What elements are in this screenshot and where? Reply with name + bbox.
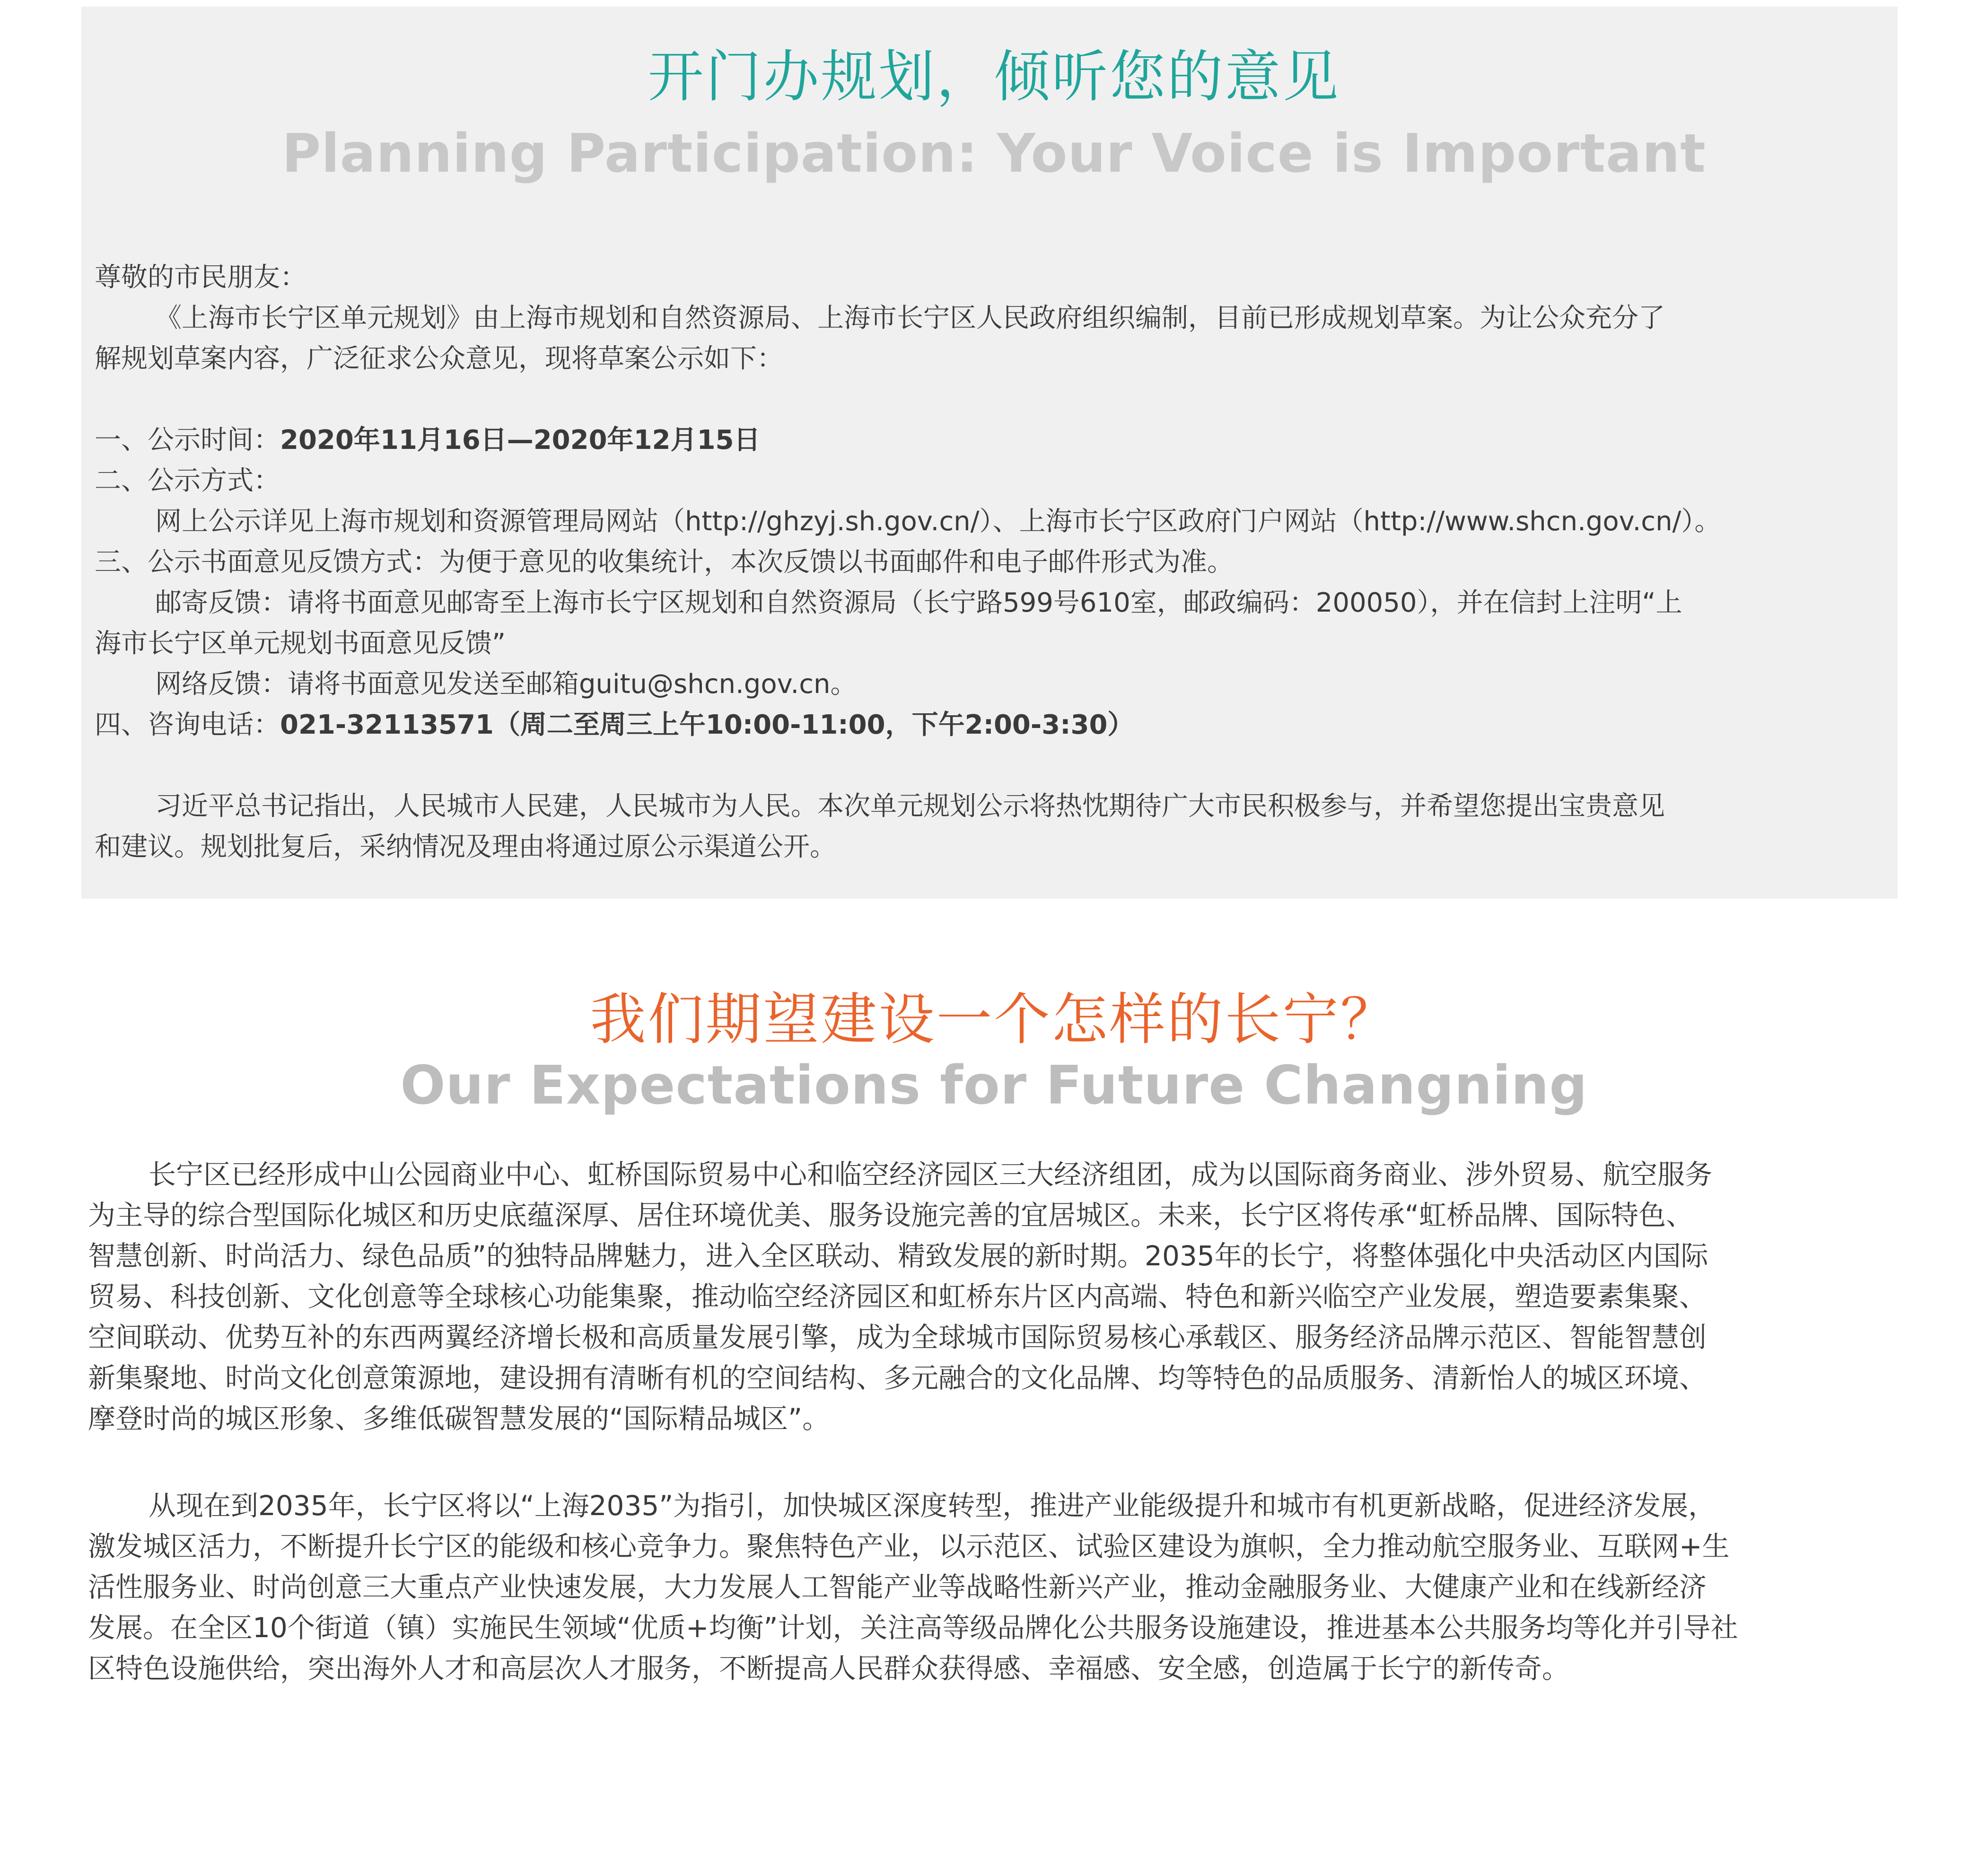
paragraph-line: 贸易、科技创新、文化创意等全球核心功能集聚，推动临空经济园区和虹桥东片区内高端、特色和新兴临空产业发展，塑造要素集聚、 <box>88 1280 1707 1313</box>
spacer <box>95 379 1906 420</box>
method-label: 二、公示方式： <box>95 465 280 496</box>
paragraph-line: 激发城区活力，不断提升长宁区的能级和核心竞争力。聚焦特色产业，以示范区、试验区建设为旗帜，全力推动航空服务业、互联网+生 <box>88 1530 1730 1562</box>
greeting: 尊敬的市民朋友： <box>95 262 307 293</box>
paragraph-line: 新集聚地、时尚文化创意策源地，建设拥有清晰有机的空间结构、多元融合的文化品牌、均等特色的品质服务、清新怡人的城区环境、 <box>88 1362 1707 1394</box>
paragraph-line: 为主导的综合型国际化城区和历史底蕴深厚、居住环境优美、服务设施完善的宜居城区。未来，长宁区将传承“虹桥品牌、国际特色、 <box>88 1199 1694 1231</box>
phone-line <box>95 705 1906 745</box>
time-value: 2020年11月16日—2020年12月15日 <box>280 425 761 456</box>
method-detail: 网上公示详见上海市规划和资源管理局网站（http://ghzyj.sh.gov.cn/）、上海市长宁区政府门户网站（http://www.shcn.gov.cn/）。 <box>155 506 1721 537</box>
feedback-label: 三、公示书面意见反馈方式：为便于意见的收集统计，本次反馈以书面邮件和电子邮件形式为准。 <box>95 547 1234 578</box>
notice-body <box>95 257 1906 868</box>
intro-line-1: 《上海市长宁区单元规划》由上海市规划和自然资源局、上海市长宁区人民政府组织编制，目前已形成规划草案。为让公众充分了 <box>155 303 1665 333</box>
time-label: 一、公示时间： <box>95 425 280 456</box>
closing-line-2: 和建议。规划批复后，采纳情况及理由将通过原公示渠道公开。 <box>95 832 836 862</box>
email-line: 网络反馈：请将书面意见发送至邮箱guitu@shcn.gov.cn。 <box>155 669 857 700</box>
paragraph-line: 长宁区已经形成中山公园商业中心、虹桥国际贸易中心和临空经济园区三大经济组团，成为以国际商务商业、涉外贸易、航空服务 <box>149 1158 1713 1191</box>
mail-line-1: 邮寄反馈：请将书面意见邮寄至上海市长宁区规划和自然资源局（长宁路599号610室，邮政编码：200050），并在信封上注明“上 <box>155 587 1682 618</box>
paragraph-line: 发展。在全区10个街道（镇）实施民生领域“优质+均衡”计划，关注高等级品牌化公共服务设施建设，推进基本公共服务均等化并引导社 <box>88 1612 1738 1644</box>
section2-title-cn: 我们期望建设一个怎样的长宁？ <box>590 987 1398 1052</box>
phone-value: 021-32113571（周二至周三上午10:00-11:00，下午2:00-3:30） <box>280 710 1134 740</box>
strategy-paragraph <box>88 1485 1904 1689</box>
section1-title-en: Planning Participation: Your Voice is Important <box>282 123 1706 184</box>
paragraph-line: 区特色设施供给，突出海外人才和高层次人才服务，不断提高人民群众获得感、幸福感、安全感，创造属于长宁的新传奇。 <box>88 1652 1570 1684</box>
vision-paragraph <box>88 1154 1904 1439</box>
section1-title-cn: 开门办规划，倾听您的意见 <box>648 44 1340 109</box>
spacer <box>95 745 1906 786</box>
paragraph-line: 活性服务业、时尚创意三大重点产业快速发展，大力发展人工智能产业等战略性新兴产业，推动金融服务业、大健康产业和在线新经济 <box>88 1571 1707 1603</box>
mail-line-2: 海市长宁区单元规划书面意见反馈” <box>95 628 506 659</box>
time-line <box>95 420 1906 461</box>
paragraph-line: 摩登时尚的城区形象、多维低碳智慧发展的“国际精品城区”。 <box>88 1403 830 1435</box>
paragraph-line: 空间联动、优势互补的东西两翼经济增长极和高质量发展引擎，成为全球城市国际贸易核心承载区、服务经济品牌示范区、智能智慧创 <box>88 1321 1707 1353</box>
intro-line-2: 解规划草案内容，广泛征求公众意见，现将草案公示如下： <box>95 343 783 374</box>
paragraph-line: 从现在到2035年，长宁区将以“上海2035”为指引，加快城区深度转型，推进产业能级提升和城市有机更新战略，促进经济发展， <box>149 1490 1716 1522</box>
phone-label: 四、咨询电话： <box>95 710 280 740</box>
section2-title-en: Our Expectations for Future Changning <box>400 1055 1588 1116</box>
closing-line-1: 习近平总书记指出，人民城市人民建，人民城市为人民。本次单元规划公示将热忱期待广大市民积极参与，并希望您提出宝贵意见 <box>155 791 1665 822</box>
paragraph-line: 智慧创新、时尚活力、绿色品质”的独特品牌魅力，进入全区联动、精致发展的新时期。2035年的长宁，将整体强化中央活动区内国际 <box>88 1240 1708 1272</box>
